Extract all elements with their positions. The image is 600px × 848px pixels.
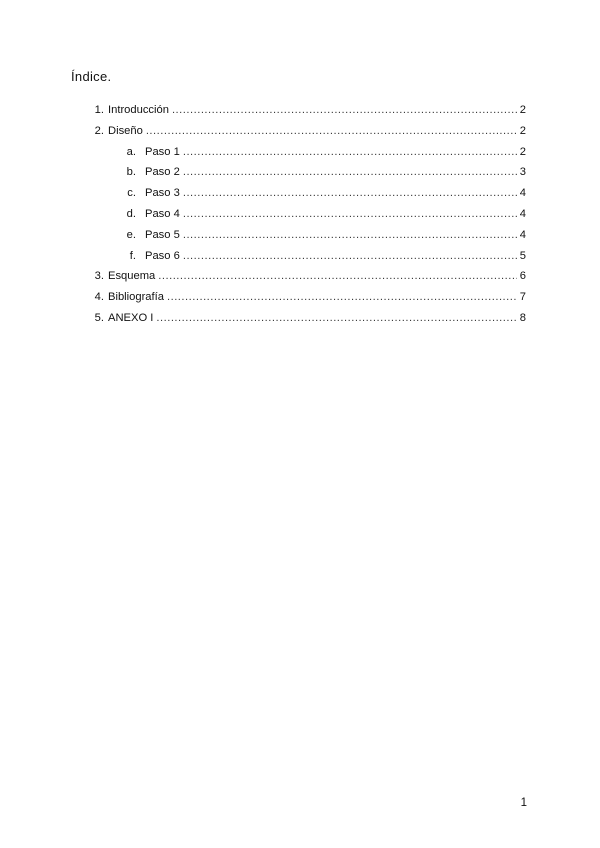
toc-entry-body — [108, 289, 526, 305]
toc-entry-number: e. — [126, 228, 136, 241]
toc-entry-page-number: 4 — [519, 187, 526, 200]
toc-entry[interactable] — [0, 289, 600, 310]
toc-entry-label: Bibliografía — [108, 291, 164, 304]
toc-entry-body — [108, 310, 526, 326]
toc-entry[interactable] — [0, 144, 600, 165]
table-of-contents — [0, 102, 600, 331]
toc-dot-leader — [156, 310, 516, 326]
toc-entry-page-number: 4 — [519, 207, 526, 220]
toc-entry-body — [108, 268, 526, 284]
toc-entry-body — [145, 185, 526, 201]
toc-entry-number: 5. — [94, 311, 104, 324]
toc-entry[interactable] — [0, 227, 600, 248]
toc-entry-page-number: 2 — [519, 145, 526, 158]
toc-entry-label: Paso 4 — [145, 207, 180, 220]
toc-entry-page-number: 4 — [519, 228, 526, 241]
toc-entry[interactable] — [0, 206, 600, 227]
toc-entry-body — [108, 102, 526, 118]
toc-dot-leader — [158, 268, 517, 284]
toc-entry-page-number: 2 — [519, 124, 526, 137]
toc-entry[interactable] — [0, 185, 600, 206]
toc-entry-number: 2. — [94, 124, 104, 137]
toc-entry-body — [108, 123, 526, 139]
toc-entry-label: Paso 5 — [145, 228, 180, 241]
toc-entry[interactable] — [0, 248, 600, 269]
toc-entry-label: Paso 1 — [145, 145, 180, 158]
toc-entry-page-number: 3 — [519, 166, 526, 179]
toc-entry-number: f. — [129, 249, 136, 262]
toc-entry-number: 3. — [94, 270, 104, 283]
toc-dot-leader — [167, 289, 517, 305]
toc-entry-number: 1. — [94, 104, 104, 116]
toc-dot-leader — [183, 206, 517, 222]
toc-entry-number: c. — [127, 187, 136, 200]
toc-dot-leader — [183, 227, 517, 243]
toc-entry[interactable] — [0, 102, 600, 123]
toc-entry-label: Esquema — [108, 270, 156, 283]
toc-dot-leader — [146, 123, 517, 139]
toc-entry[interactable] — [0, 164, 600, 185]
toc-entry-number: 4. — [94, 291, 104, 304]
toc-entry-label: Paso 2 — [145, 166, 180, 179]
toc-entry-body — [145, 227, 526, 243]
toc-dot-leader — [172, 102, 517, 118]
toc-dot-leader — [183, 248, 517, 264]
toc-entry-body — [145, 144, 526, 160]
toc-entry-label: ANEXO I — [108, 311, 154, 324]
toc-entry-label: Paso 3 — [145, 187, 180, 200]
toc-dot-leader — [183, 185, 517, 201]
toc-entry-body — [145, 248, 526, 264]
page-number: 1 — [520, 797, 527, 809]
toc-entry-page-number: 5 — [519, 249, 526, 262]
toc-entry-page-number: 7 — [519, 291, 526, 304]
toc-entry-body — [145, 206, 526, 222]
toc-entry-number: d. — [126, 207, 136, 220]
toc-entry-number: b. — [126, 166, 136, 179]
toc-entry-body — [145, 164, 526, 180]
toc-entry-page-number: 2 — [519, 104, 526, 116]
toc-dot-leader — [183, 144, 517, 160]
toc-dot-leader — [183, 164, 517, 180]
toc-entry-label: Diseño — [108, 124, 143, 137]
toc-entry[interactable] — [0, 268, 600, 289]
toc-entry[interactable] — [0, 123, 600, 144]
toc-entry[interactable] — [0, 310, 600, 331]
toc-entry-label: Paso 6 — [145, 249, 180, 262]
toc-entry-number: a. — [126, 145, 136, 158]
toc-entry-label: Introducción — [108, 104, 169, 116]
toc-entry-page-number: 6 — [519, 270, 526, 283]
toc-title: Índice. — [71, 69, 112, 84]
toc-entry-page-number: 8 — [519, 311, 526, 324]
